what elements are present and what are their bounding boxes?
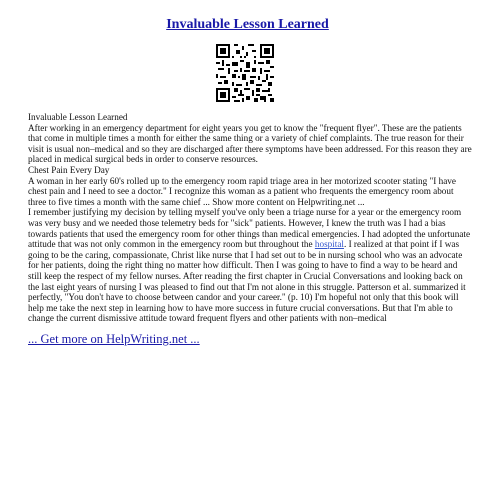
article-heading: Invaluable Lesson Learned [28,112,128,122]
article-subheading: Chest Pain Every Day [28,164,110,175]
paragraph-intro: After working in an emergency department for eight years you get to know the "frequent flyer". These are the patients that come in multiple times a month for either the same thing or a variety of chief complaints. The true reason for their visit is usual non–medical and so they are discharged after there symptoms have been addressed. For this reason they are placed in medical surgical beds in order to conserve resources. [28,122,472,165]
paragraph-reflection [28,207,473,324]
article-body [28,112,473,324]
get-more-link[interactable]: ... Get more on HelpWriting.net ... [28,332,200,346]
more-link-container [28,331,200,347]
hospital-link[interactable]: hospital [314,239,344,250]
qr-code-icon [216,44,274,102]
paragraph-reflection-text-2: . I realized at that point if I was going to be the caring, compassionate, Christ like nurse that I had set out to be in nursing school who was an advocate for her patients, doing the right thing no matter how difficult. Then I was going to have to find a way to be heard and still keep the respect of my fellow nurses. After reading the first chapter in Crucial Conversations and looking back on the last eight years of nursing I was pleased to find out that I'm not alone in this struggle. Patterson et al. summarized it perfectly, "You don't have to choose between candor and your career." (p. 10) I'm hopeful not only that this book will help me take the next step in learning how to have more success in future crucial conversations. But that I'm able to change the current dismissive attitude toward frequent flyers and other patients with non–medical [28,239,466,324]
page-title [0,16,495,34]
paragraph-reflection-text-1: I remember justifying my decision by telling myself you've only been a triage nurse for a year or the emergency room was very busy and we needed those telemetry beds for "sick" patients. However, I knew the truth was I had a bias towards patients that used the emergency room for other things than medical emergencies. I had adopted the unfortunate attitude that was not only common in the emergency room but throughout the [28,207,471,250]
paragraph-chest-pain: A woman in her early 60's rolled up to the emergency room rapid triage area in her motorized scooter stating "I have chest pain and I need to see a doctor." I recognize this woman as a patient who frequents the emergency room about three to five times a month with the same chief ... Show more content on Helpwriting.net ... [28,175,456,207]
title-link[interactable]: Invaluable Lesson Learned [166,17,329,32]
